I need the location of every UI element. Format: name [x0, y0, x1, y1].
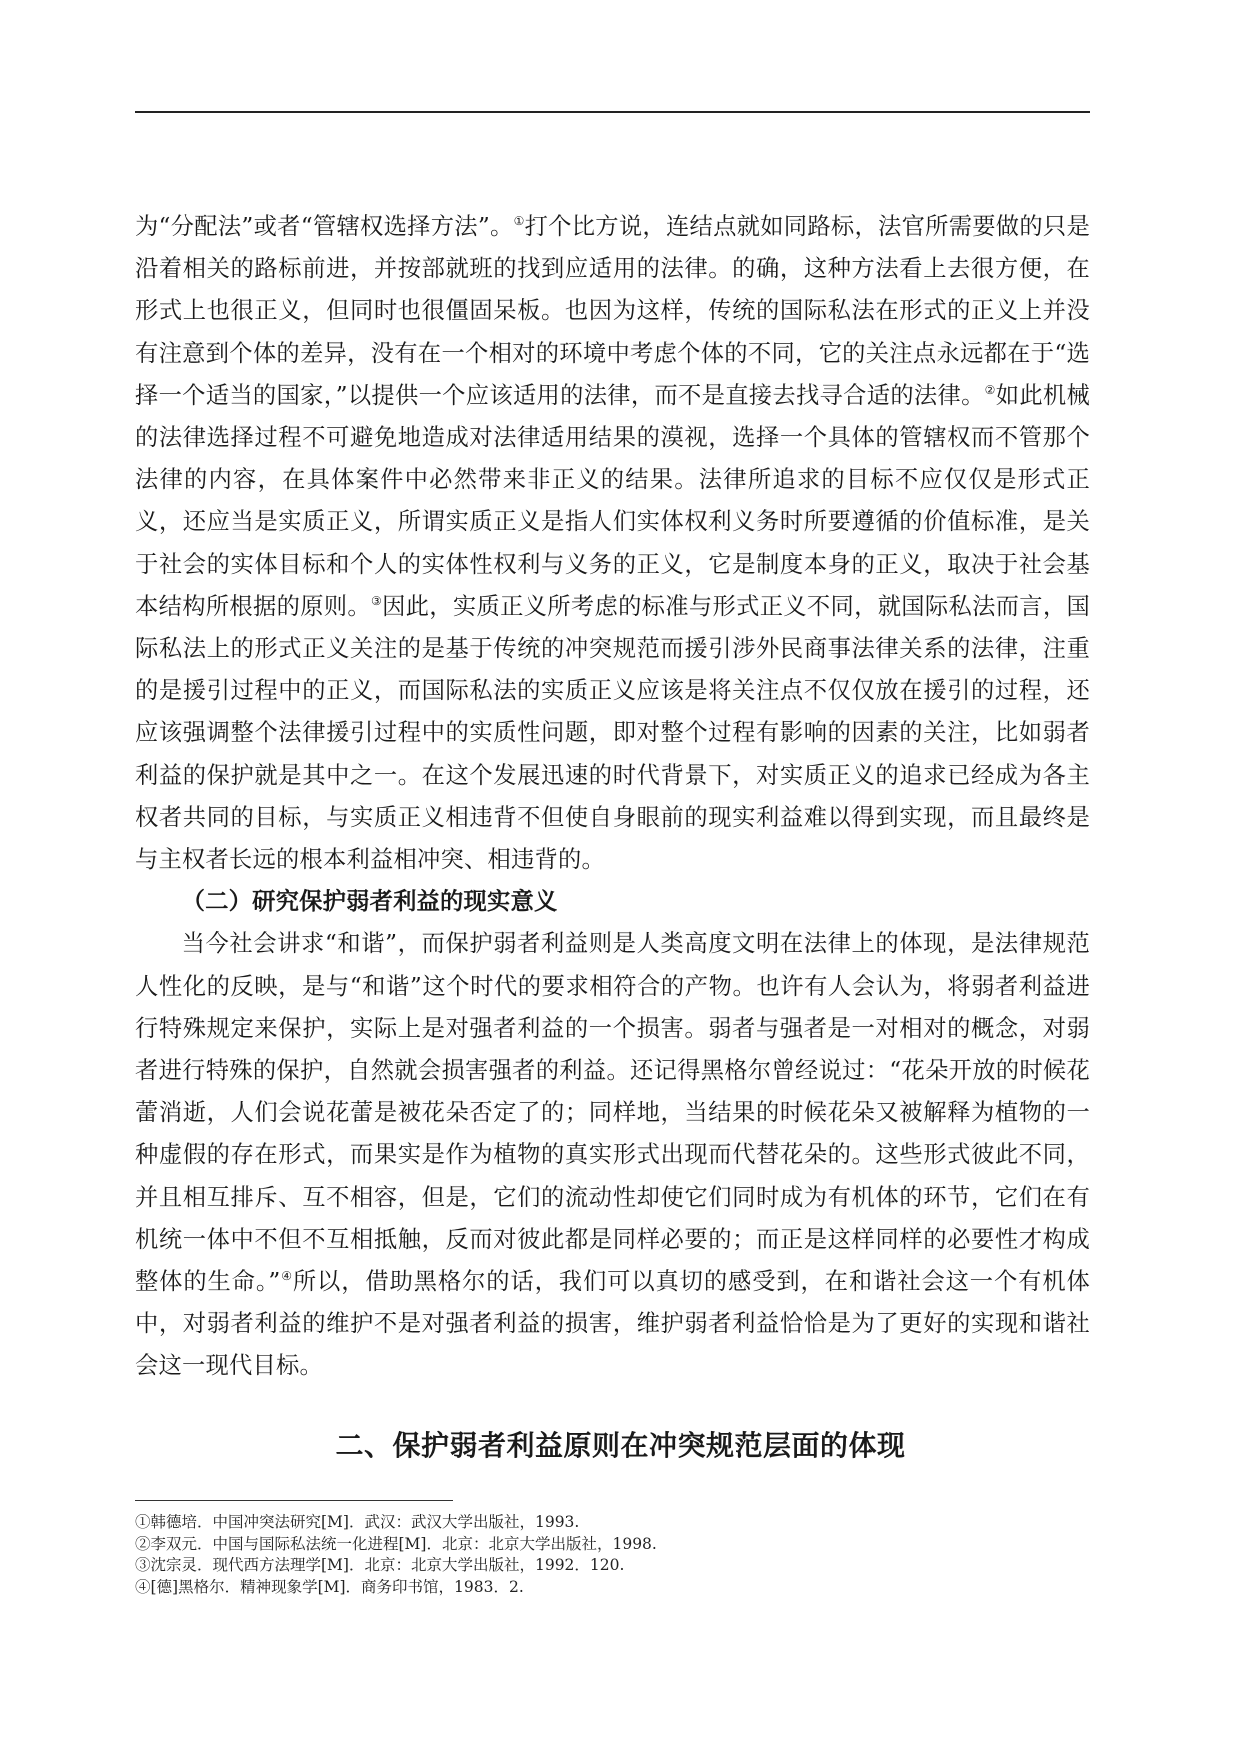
- footnote-item: ①韩德培．中国冲突法研究[M]．武汉：武汉大学出版社，1993.: [135, 1513, 580, 1531]
- paragraph-text: 打个比方说，连结点就如同路标，法官所需要做的只是沿着相关的路标前进，并按部就班的找到应适用的法律。的确，这种方法看上去很方便，在形式上也很正义，但同时也很僵固呆板。也因为这样，传统的国际私法在形式的正义上并没有注意到个体的差异，没有在一个相对的环境中考虑个体的不同，它的关注点永远都在于“选择一个适当的国家，”以提供一个应该适用的法律，而不是直接去找寻合适的法律。: [135, 213, 1090, 409]
- footnote-ref-4[interactable]: ④: [280, 1269, 293, 1284]
- header-rule: [135, 111, 1090, 113]
- paragraph-text: 所以，借助黑格尔的话，我们可以真切的感受到，在和谐社会这一个有机体中，对弱者利益的维护不是对强者利益的损害，维护弱者利益恰恰是为了更好的实现和谐社会这一现代目标。: [135, 1268, 1090, 1380]
- paragraph-continuation: [135, 206, 1090, 881]
- paragraph: [135, 923, 1090, 1387]
- paragraph-text: 如此机械的法律选择过程不可避免地造成对法律适用结果的漠视，选择一个具体的管辖权而不管那个法律的内容，在具体案件中必然带来非正义的结果。法律所追求的目标不应仅仅是形式正义，还应当是实质正义，所谓实质正义是指人们实体权利义务时所要遵循的价值标准，是关于社会的实体目标和个人的实体性权利与义务的正义，它是制度本身的正义，取决于社会基本结构所根据的原则。: [135, 381, 1090, 620]
- footnote-item: ④[德]黑格尔．精神现象学[M]．商务印书馆，1983．2.: [135, 1577, 524, 1596]
- paragraph-text: 为“分配法”或者“管辖权选择方法”。: [135, 213, 514, 240]
- footnote-ref-2[interactable]: ②: [984, 383, 996, 398]
- footnotes: [135, 1512, 1090, 1598]
- section-title: 二、保护弱者利益原则在冲突规范层面的体现: [335, 1429, 906, 1462]
- paragraph-text: 当今社会讲求“和谐”，而保护弱者利益则是人类高度文明在法律上的体现，是法律规范人性化的反映，是与“和谐”这个时代的要求相符合的产物。也许有人会认为，将弱者利益进行特殊规定来保护，实际上是对强者利益的一个损害。弱者与强者是一对相对的概念，对弱者进行特殊的保护，自然就会损害强者的利益。还记得黑格尔曾经说过：“花朵开放的时候花蕾消逝，人们会说花蕾是被花朵否定了的；同样地，当结果的时候花朵又被解释为植物的一种虚假的存在形式，而果实是作为植物的真实形式出现而代替花朵的。这些形式彼此不同，并且相互排斥、互不相容，但是，它们的流动性却使它们同时成为有机体的环节，它们在有机统一体中不但不互相抵触，反而对彼此都是同样必要的；而正是这样同样的必要性才构成整体的生命。”: [135, 930, 1090, 1296]
- paragraph-text: 因此，实质正义所考虑的标准与形式正义不同，就国际私法而言，国际私法上的形式正义关注的是基于传统的冲突规范而援引涉外民商事法律关系的法律，注重的是援引过程中的正义，而国际私法的实质正义应该是将关注点不仅仅放在援引的过程，还应该强调整个法律援引过程中的实质性问题，即对整个过程有影响的因素的关注，比如弱者利益的保护就是其中之一。在这个发展迅速的时代背景下，对实质正义的追求已经成为各主权者共同的目标，与实质正义相违背不但使自身眼前的现实利益难以得到实现，而且最终是与主权者长远的根本利益相冲突、相违背的。: [135, 592, 1090, 874]
- footnote-item: ②李双元．中国与国际私法统一化进程[M]．北京：北京大学出版社，1998.: [135, 1534, 657, 1553]
- footnote-rule: [135, 1500, 453, 1501]
- subheading: （二）研究保护弱者利益的现实意义: [181, 888, 558, 916]
- footnote-item: ③沈宗灵．现代西方法理学[M]．北京：北京大学出版社，1992．120.: [135, 1556, 625, 1574]
- footnote-ref-3[interactable]: ③: [371, 594, 383, 609]
- footnote-ref-1[interactable]: ①: [513, 214, 525, 229]
- body-text: [135, 206, 1090, 1388]
